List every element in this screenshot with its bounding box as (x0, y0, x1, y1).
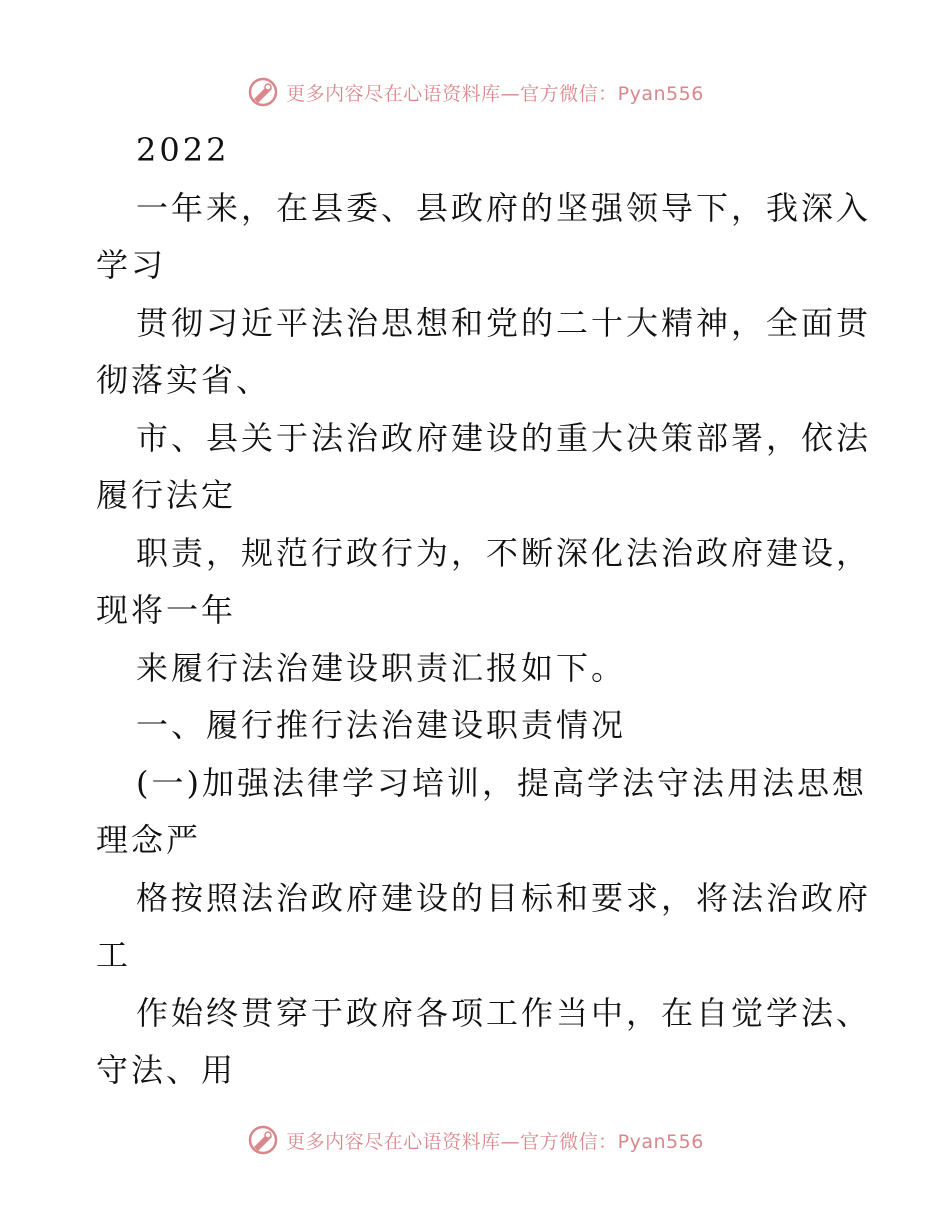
pen-nib-logo-icon (246, 1123, 280, 1157)
section-heading: 一、履行推行法治建设职责情况 (136, 706, 627, 744)
text-line: 现将一年 (96, 591, 237, 629)
text-line: 工 (96, 936, 132, 974)
text-line: 履行法定 (96, 476, 237, 514)
text-line: (一)加强法律学习培训，提高学法守法用法思想 (136, 763, 867, 802)
text-line: 理念严 (96, 821, 202, 859)
text-line: 贯彻习近平法治思想和党的二十大精神，全面贯 (136, 303, 872, 342)
text-line: 市、县关于法治政府建设的重大决策部署，依法 (136, 418, 872, 457)
text-line: 守法、用 (96, 1051, 237, 1089)
header-watermark (0, 72, 950, 112)
text-line: 2022 (136, 131, 230, 169)
text-line: 来履行法治建设职责汇报如下。 (136, 648, 627, 687)
text-line: 作始终贯穿于政府各项工作当中，在自觉学法、 (136, 993, 872, 1032)
text-line: 学习 (96, 246, 167, 284)
document-body (0, 122, 950, 1100)
footer-watermark (0, 1120, 950, 1160)
watermark-text: 更多内容尽在心语资料库—官方微信：Pyan556 (286, 82, 704, 105)
text-line: 职责，规范行政行为，不断深化法治政府建设， (136, 533, 872, 572)
watermark-text: 更多内容尽在心语资料库—官方微信：Pyan556 (286, 1130, 704, 1153)
pen-nib-logo-icon (246, 75, 280, 109)
text-line: 彻落实省、 (96, 361, 272, 399)
text-line: 一年来，在县委、县政府的坚强领导下，我深入 (136, 188, 872, 227)
text-line: 格按照法治政府建设的目标和要求，将法治政府 (136, 878, 872, 917)
